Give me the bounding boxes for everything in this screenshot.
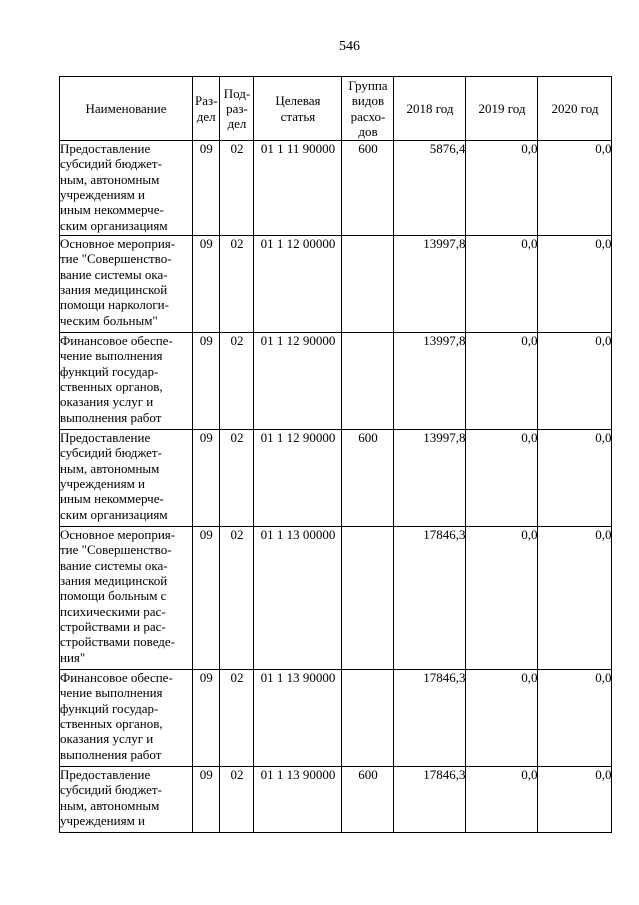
table-row [60,767,612,833]
header-podrazdel: Под- раз- дел [220,77,254,141]
page-number: 546 [339,39,360,54]
row-2018: 13997,8 [394,430,466,527]
row-razdel: 09 [193,236,220,333]
row-2018: 13997,8 [394,236,466,333]
row-razdel: 09 [193,670,220,767]
row-2020: 0,0 [538,333,612,430]
row-2020: 0,0 [538,670,612,767]
table-row [60,527,612,670]
row-podrazdel: 02 [220,141,254,236]
row-podrazdel: 02 [220,767,254,833]
row-name: Финансовое обеспе- чение выполнения функций государ- ственных органов, оказания услуг и выполнения работ [60,670,193,767]
row-2018: 17846,3 [394,527,466,670]
row-2020: 0,0 [538,430,612,527]
row-2019: 0,0 [466,236,538,333]
row-podrazdel: 02 [220,236,254,333]
row-podrazdel: 02 [220,430,254,527]
row-2018: 17846,3 [394,767,466,833]
row-2020: 0,0 [538,236,612,333]
row-2019: 0,0 [466,141,538,236]
table-row [60,333,612,430]
row-name: Предоставление субсидий бюджет- ным, автономным учреждениям и иным некоммерче- ским организациям [60,141,193,236]
row-2018: 5876,4 [394,141,466,236]
row-razdel: 09 [193,767,220,833]
row-expense-group [342,527,394,670]
row-target-article: 01 1 12 00000 [254,236,342,333]
row-name: Предоставление субсидий бюджет- ным, автономным учреждениям и иным некоммерче- ским организациям [60,430,193,527]
table-row [60,670,612,767]
row-razdel: 09 [193,141,220,236]
row-expense-group [342,333,394,430]
row-2019: 0,0 [466,670,538,767]
row-2020: 0,0 [538,527,612,670]
row-2018: 13997,8 [394,333,466,430]
row-expense-group [342,236,394,333]
header-2018: 2018 год [394,77,466,141]
row-target-article: 01 1 13 90000 [254,767,342,833]
row-razdel: 09 [193,333,220,430]
row-target-article: 01 1 12 90000 [254,430,342,527]
row-expense-group: 600 [342,430,394,527]
row-razdel: 09 [193,430,220,527]
header-row [60,77,612,141]
table-row [60,236,612,333]
row-target-article: 01 1 11 90000 [254,141,342,236]
header-razdel: Раз- дел [193,77,220,141]
row-2019: 0,0 [466,333,538,430]
row-2020: 0,0 [538,141,612,236]
row-podrazdel: 02 [220,527,254,670]
row-name: Основное мероприя- тие "Совершенство- вание системы ока- зания медицинской помощи наркологи- ческим больным" [60,236,193,333]
header-2019: 2019 год [466,77,538,141]
header-expense-group: Группа видов расхо- дов [342,77,394,141]
row-target-article: 01 1 13 90000 [254,670,342,767]
row-2020: 0,0 [538,767,612,833]
row-2019: 0,0 [466,767,538,833]
row-target-article: 01 1 12 90000 [254,333,342,430]
row-razdel: 09 [193,527,220,670]
budget-table [59,76,612,833]
row-podrazdel: 02 [220,670,254,767]
row-2019: 0,0 [466,527,538,670]
row-podrazdel: 02 [220,333,254,430]
table-row [60,430,612,527]
row-target-article: 01 1 13 00000 [254,527,342,670]
row-2019: 0,0 [466,430,538,527]
row-expense-group: 600 [342,767,394,833]
header-target-article: Целевая статья [254,77,342,141]
row-expense-group [342,670,394,767]
row-name: Финансовое обеспе- чение выполнения функций государ- ственных органов, оказания услуг и выполнения работ [60,333,193,430]
row-2018: 17846,3 [394,670,466,767]
row-name: Основное мероприя- тие "Совершенство- вание системы ока- зания медицинской помощи больным с психическими рас- стройствами и рас- стройствами поведе- ния" [60,527,193,670]
header-name: Наименование [60,77,193,141]
row-name: Предоставление субсидий бюджет- ным, автономным учреждениям и [60,767,193,833]
table-row [60,141,612,236]
header-2020: 2020 год [538,77,612,141]
row-expense-group: 600 [342,141,394,236]
